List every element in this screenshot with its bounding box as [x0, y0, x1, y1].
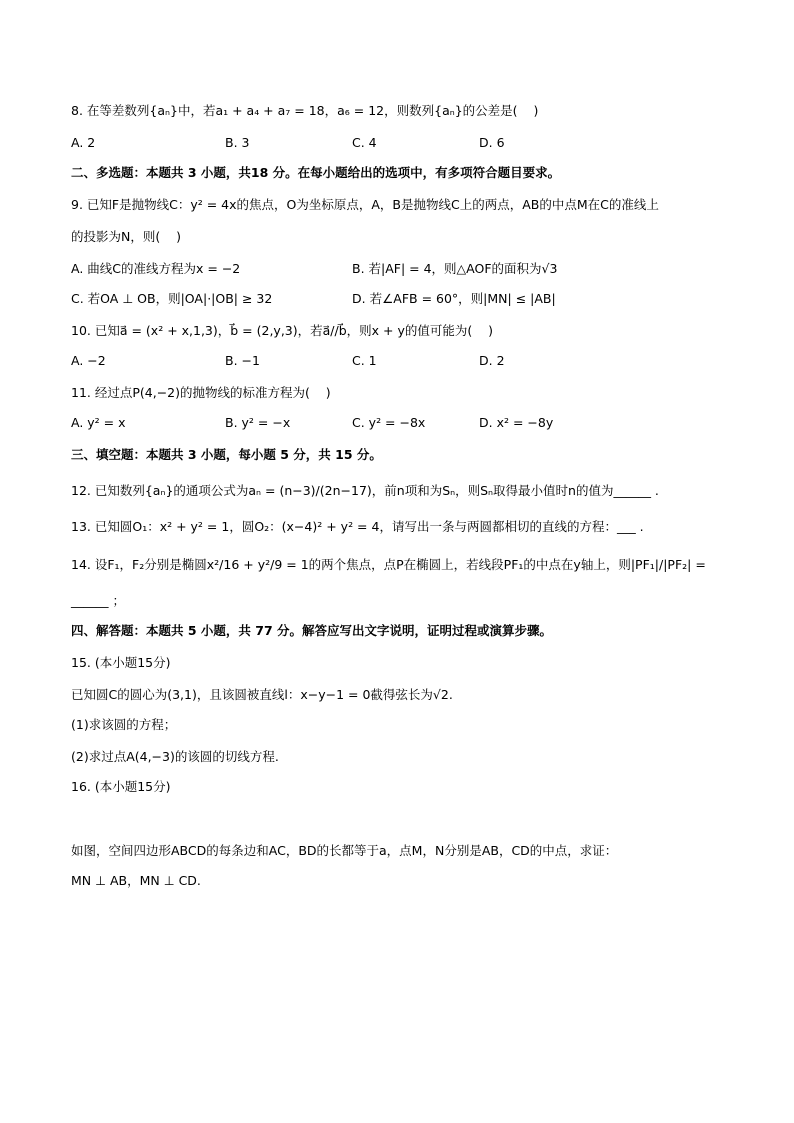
q10-options — [71, 352, 754, 370]
q11-option-b: B. y² = −x — [225, 415, 291, 430]
q16-stem-line1: 如图，空间四边形ABCD的每条边和AC，BD的长都等于a，点M，N分别是AB，CD的中点，求证： — [71, 843, 618, 858]
q8-option-a: A. 2 — [71, 135, 96, 150]
q8-options — [71, 134, 754, 152]
section-heading-solutions: 四、解答题：本题共 5 小题，共 77 分。解答应写出文字说明，证明过程或演算步骤。 — [71, 623, 553, 638]
q11-option-d: D. x² = −8y — [479, 415, 554, 430]
q9-option-a: A. 曲线C的准线方程为x = −2 — [71, 261, 241, 276]
q10-option-d: D. 2 — [479, 353, 505, 368]
q9-option-c: C. 若OA ⊥ OB，则|OA|·|OB| ≥ 32 — [71, 291, 273, 306]
q11-options — [71, 414, 754, 432]
q9-options-row2 — [71, 290, 754, 308]
q10-option-c: C. 1 — [352, 353, 377, 368]
q11-option-a: A. y² = x — [71, 415, 126, 430]
q9-stem-line2: 的投影为N，则( ) — [71, 229, 181, 244]
q10-option-b: B. −1 — [225, 353, 260, 368]
q13-stem: 13. 已知圆O₁：x² + y² = 1，圆O₂：(x−4)² + y² = 4，请写出一条与两圆都相切的直线的方程：___ . — [71, 519, 644, 534]
section-heading-multiple-choice: 二、多选题：本题共 3 小题，共18 分。在每小题给出的选项中，有多项符合题目要求。 — [71, 165, 561, 180]
q12-stem: 12. 已知数列{aₙ}的通项公式为aₙ = (n−3)/(2n−17)，前n项和为Sₙ，则Sₙ取得最小值时n的值为______ . — [71, 483, 659, 498]
q10-option-a: A. −2 — [71, 353, 106, 368]
q8-option-c: C. 4 — [352, 135, 377, 150]
q10-stem: 10. 已知a⃗ = (x² + x,1,3)，b⃗ = (2,y,3)，若a⃗//b⃗，则x + y的值可能为( ) — [71, 323, 494, 338]
q16-header: 16. (本小题15分) — [71, 779, 171, 794]
q8-option-d: D. 6 — [479, 135, 505, 150]
section-heading-fill-in: 三、填空题：本题共 3 小题，每小题 5 分，共 15 分。 — [71, 447, 382, 462]
q11-stem: 11. 经过点P(4,−2)的抛物线的标准方程为( ) — [71, 385, 331, 400]
q14-stem-line2: ______ ； — [71, 593, 125, 608]
q15-part1: (1)求该圆的方程； — [71, 717, 177, 732]
q15-part2: (2)求过点A(4,−3)的该圆的切线方程. — [71, 749, 279, 764]
q15-stem: 已知圆C的圆心为(3,1)，且该圆被直线l：x−y−1 = 0截得弦长为√2. — [71, 687, 453, 702]
q9-option-b: B. 若|AF| = 4，则△AOF的面积为√3 — [352, 261, 558, 276]
q16-stem-line2: MN ⊥ AB，MN ⊥ CD. — [71, 873, 201, 888]
q14-stem-line1: 14. 设F₁，F₂分别是椭圆x²/16 + y²/9 = 1的两个焦点，点P在椭圆上，若线段PF₁的中点在y轴上，则|PF₁|/|PF₂| = — [71, 557, 706, 572]
q9-options-row1 — [71, 260, 754, 278]
q15-header: 15. (本小题15分) — [71, 655, 171, 670]
q9-option-d: D. 若∠AFB = 60°，则|MN| ≤ |AB| — [352, 291, 556, 306]
q8-option-b: B. 3 — [225, 135, 250, 150]
q11-option-c: C. y² = −8x — [352, 415, 426, 430]
q9-stem-line1: 9. 已知F是抛物线C：y² = 4x的焦点，O为坐标原点，A，B是抛物线C上的两点，AB的中点M在C的准线上 — [71, 197, 659, 212]
q8-stem: 8. 在等差数列{aₙ}中，若a₁ + a₄ + a₇ = 18，a₆ = 12，则数列{aₙ}的公差是( ) — [71, 103, 539, 118]
